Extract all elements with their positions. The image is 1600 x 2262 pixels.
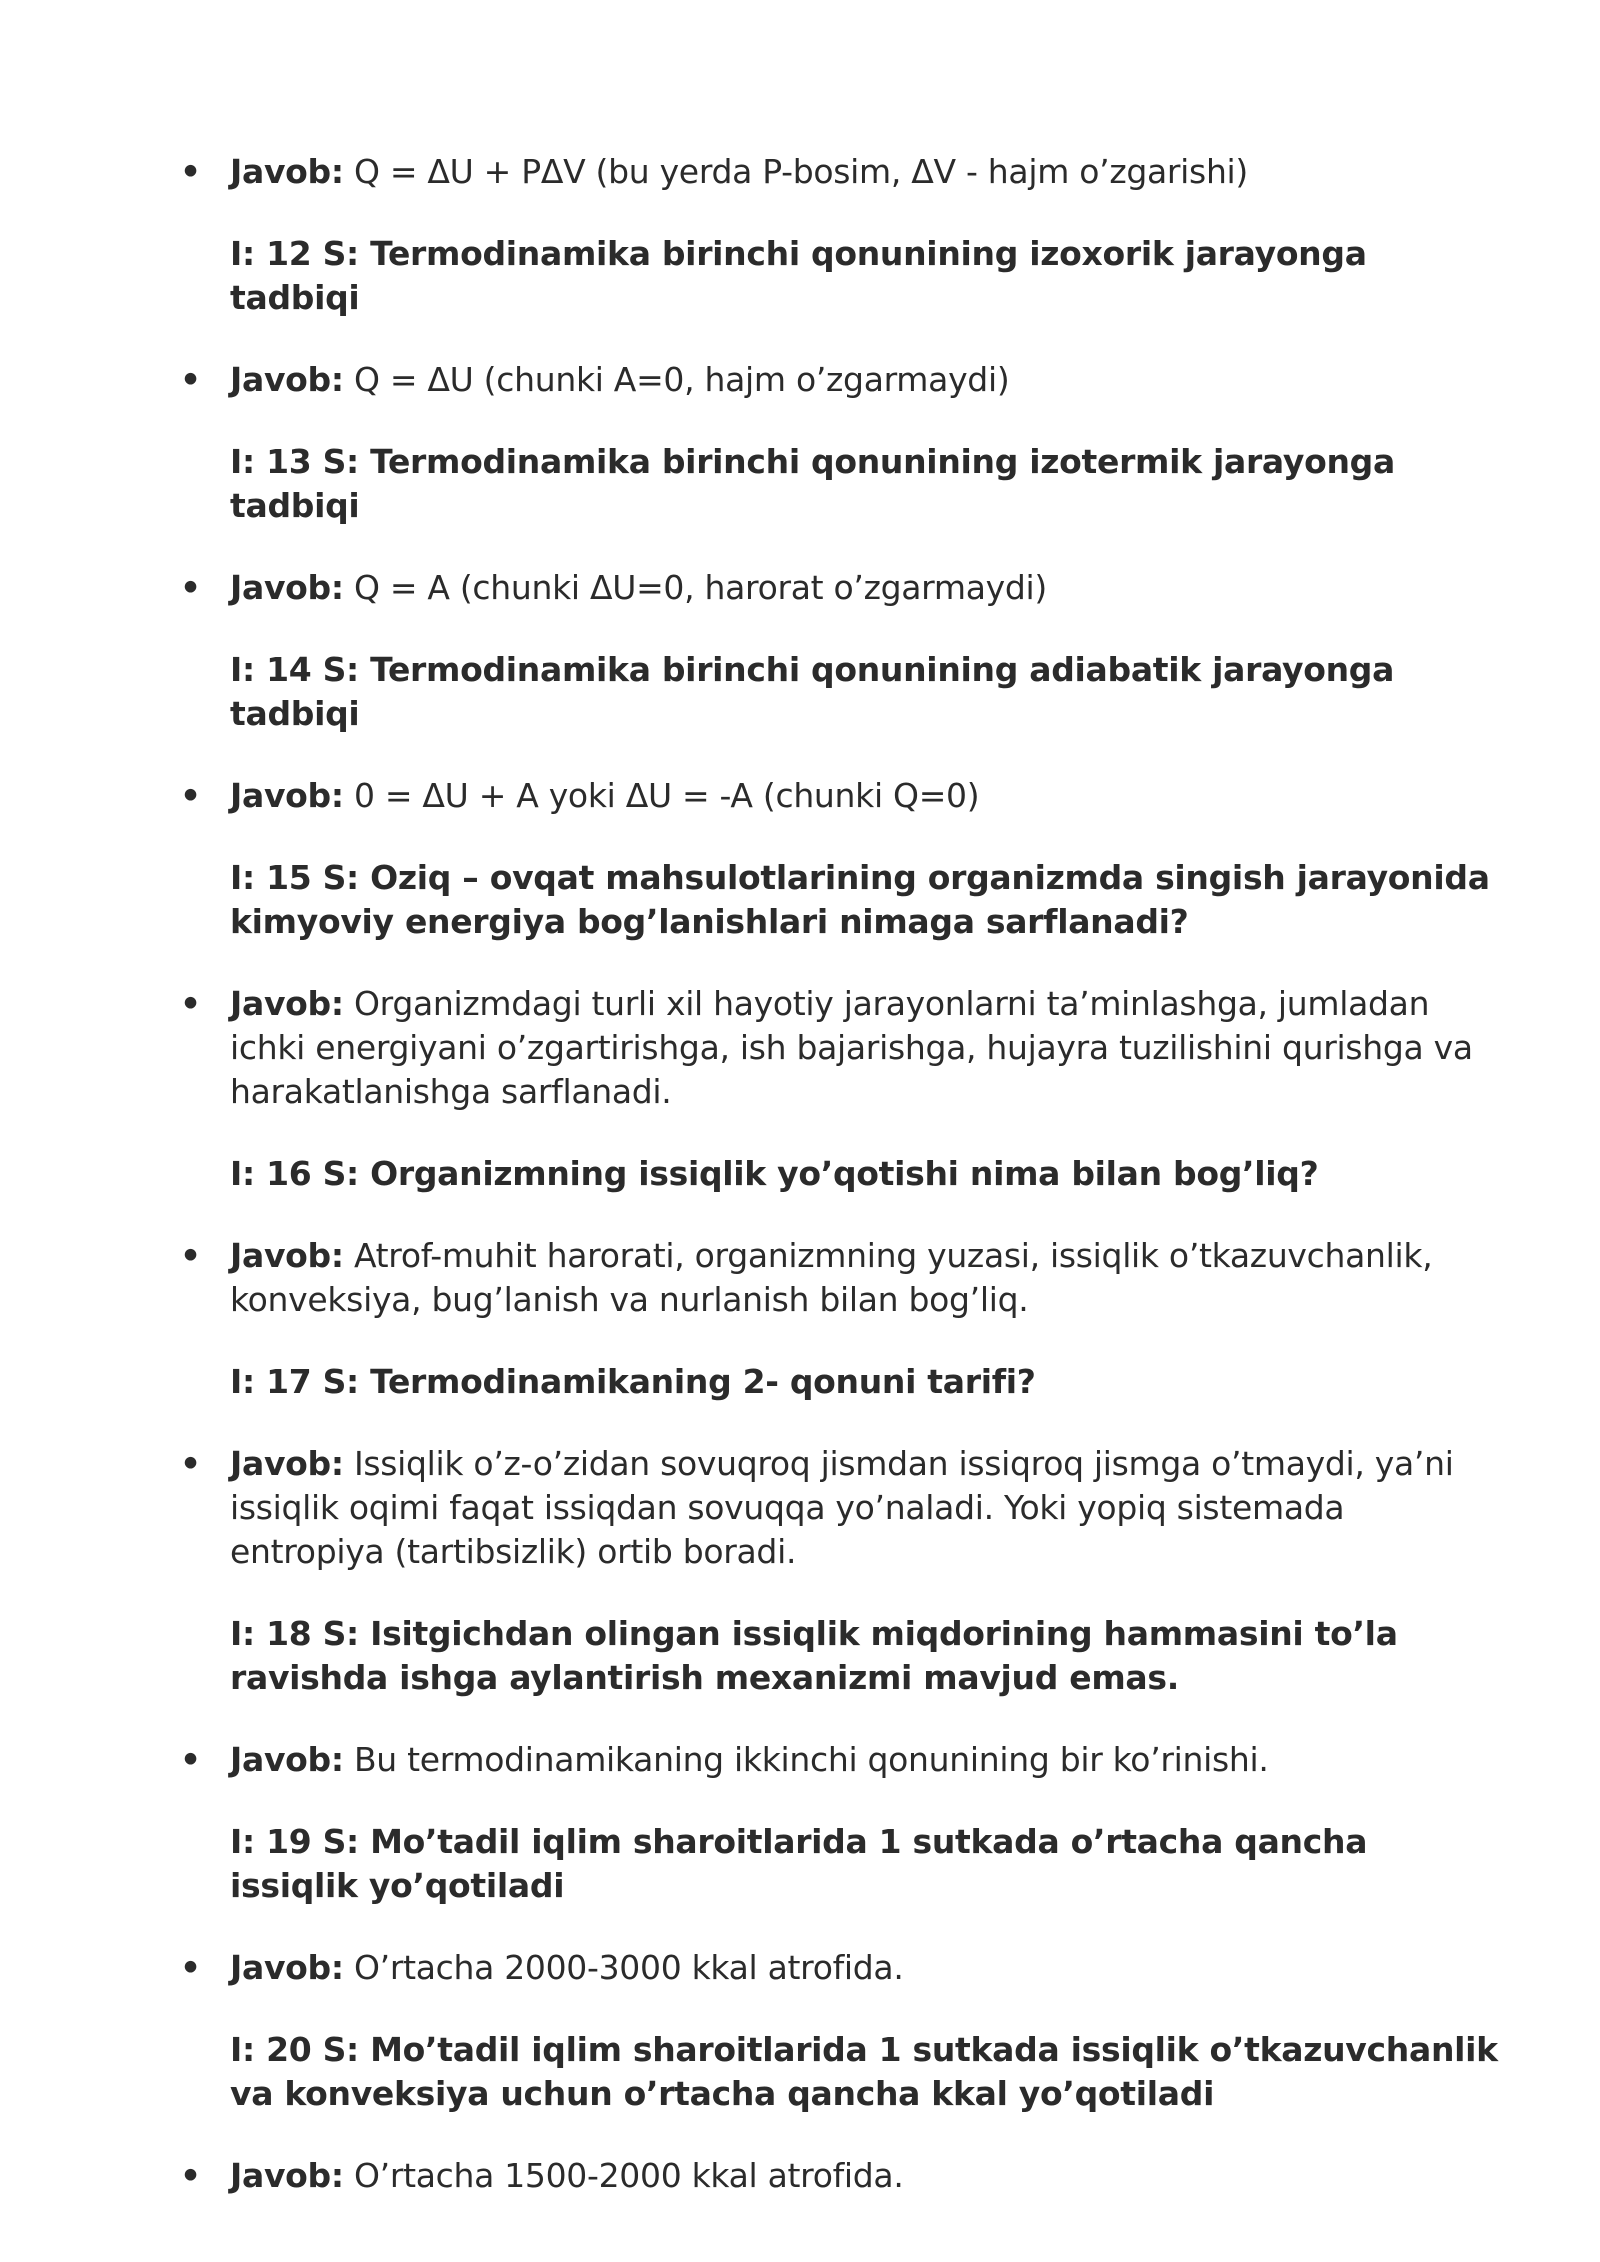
question-heading: I: 12 S: Termodinamika birinchi qonunining izoxorik jarayonga tadbiqi [230,234,1367,317]
answer-item [180,358,1500,402]
answer-item [180,1234,1500,1322]
bullet-icon: • [180,1444,201,1483]
answer-text: 0 = ΔU + A yoki ΔU = -A (chunki Q=0) [353,776,980,815]
question-heading: I: 14 S: Termodinamika birinchi qonunining adiabatik jarayonga tadbiqi [230,650,1395,733]
answer-text: Q = A (chunki ΔU=0, harorat o’zgarmaydi) [353,568,1047,607]
answer-label: Javob: [230,1740,344,1779]
answer-item [180,150,1500,194]
question-heading: I: 18 S: Isitgichdan olingan issiqlik miqdorining hammasini to’la ravishda ishga aylantirish mexanizmi mavjud emas. [230,1614,1398,1697]
answer-label: Javob: [230,568,344,607]
answer-text: O’rtacha 2000-3000 kkal atrofida. [353,1948,904,1987]
bullet-icon: • [180,1236,201,1275]
bullet-icon: • [180,1948,201,1987]
bullet-icon: • [180,776,201,815]
answer-item [180,982,1500,1114]
answer-text: Q = ΔU + PΔV (bu yerda P-bosim, ΔV - hajm o’zgarishi) [353,152,1249,191]
question-heading: I: 17 S: Termodinamikaning 2- qonuni tarifi? [230,1362,1036,1401]
bullet-icon: • [180,360,201,399]
question-heading: I: 16 S: Organizmning issiqlik yo’qotishi nima bilan bog’liq? [230,1154,1319,1193]
question-heading: I: 15 S: Oziq – ovqat mahsulotlarining organizmda singish jarayonida kimyoviy energiya bog’lanishlari nimaga sarflanadi? [230,858,1490,941]
question-heading: I: 13 S: Termodinamika birinchi qonunining izotermik jarayonga tadbiqi [230,442,1395,525]
answer-label: Javob: [230,1236,344,1275]
answer-item [180,1738,1500,1782]
answer-text: Issiqlik o’z-o’zidan sovuqroq jismdan issiqroq jismga o’tmaydi, ya’ni issiqlik oqimi faqat issiqdan sovuqqa yo’naladi. Yoki yopiq sistemada entropiya (tartibsizlik) ortib boradi. [230,1444,1454,1571]
answer-text: Atrof-muhit harorati, organizmning yuzasi, issiqlik o’tkazuvchanlik, konveksiya, bug’lanish va nurlanish bilan bog’liq. [230,1236,1433,1319]
answer-text: O’rtacha 1500-2000 kkal atrofida. [353,2156,904,2195]
bullet-icon: • [180,1740,201,1779]
answer-label: Javob: [230,152,344,191]
answer-label: Javob: [230,1948,344,1987]
bullet-icon: • [180,2156,201,2195]
answer-item [180,1442,1500,1574]
bullet-icon: • [180,152,201,191]
question-heading: I: 20 S: Mo’tadil iqlim sharoitlarida 1 sutkada issiqlik o’tkazuvchanlik va konveksiya uchun o’rtacha qancha kkal yo’qotiladi [230,2030,1498,2113]
answer-item [180,566,1500,610]
answer-text: Q = ΔU (chunki A=0, hajm o’zgarmaydi) [353,360,1010,399]
answer-text: Bu termodinamikaning ikkinchi qonunining bir ko’rinishi. [353,1740,1269,1779]
bullet-icon: • [180,984,201,1023]
answer-item [180,2154,1500,2198]
answer-label: Javob: [230,2156,344,2195]
question-heading: I: 19 S: Mo’tadil iqlim sharoitlarida 1 sutkada o’rtacha qancha issiqlik yo’qotiladi [230,1822,1368,1905]
bullet-icon: • [180,568,201,607]
answer-label: Javob: [230,984,344,1023]
answer-label: Javob: [230,1444,344,1483]
answer-item [180,774,1500,818]
answer-text: Organizmdagi turli xil hayotiy jarayonlarni ta’minlashga, jumladan ichki energiyani o’zgartirishga, ish bajarishga, hujayra tuzilishini qurishga va harakatlanishga sarflanadi. [230,984,1473,1111]
answer-label: Javob: [230,776,344,815]
answer-label: Javob: [230,360,344,399]
qa-list [180,150,1500,2198]
answer-item [180,1946,1500,1990]
